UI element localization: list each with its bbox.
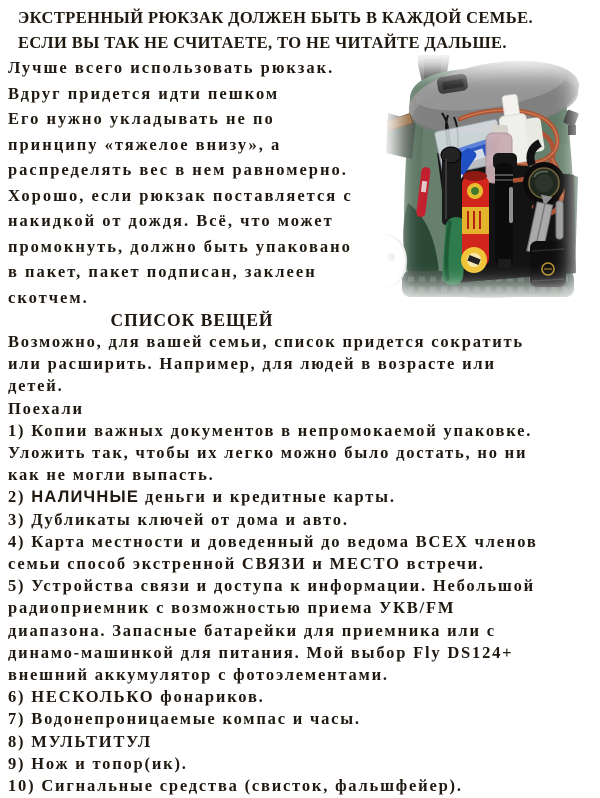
- list-item: [8, 486, 592, 508]
- text-run: Уложить так, чтобы их легко можно было достать, но ни: [8, 443, 528, 463]
- text-run: 5) Устройства связи и доступа к информации. Небольшой: [8, 576, 535, 596]
- text-run: 7) Водонепроницаемые компас и часы.: [8, 709, 361, 729]
- list-item: [8, 420, 592, 487]
- text-run: детей.: [8, 376, 64, 396]
- list-heading: СПИСОК ВЕЩЕЙ: [110, 310, 274, 330]
- text-run: Вдруг придется идти пешком: [8, 83, 280, 103]
- list-item: [8, 575, 592, 686]
- list-lead: Поехали: [8, 398, 84, 418]
- list-item: [8, 753, 592, 775]
- text-run: 3) Дубликаты ключей от дома и авто.: [8, 509, 349, 529]
- text-run: 4) Карта местности и доведенный до ведома ВСЕХ членов: [8, 531, 538, 551]
- text-run: динамо-машинкой для питания. Мой выбор Fly DS124+: [8, 642, 514, 662]
- left-strap: [386, 113, 416, 159]
- text-run: 2): [8, 487, 32, 507]
- backpack-photo: [382, 55, 592, 305]
- text-run: распределять вес в нем равномерно.: [8, 160, 348, 179]
- page-title: [18, 5, 592, 55]
- items-list: [8, 420, 592, 797]
- text-run: семьи способ экстренной СВЯЗИ и МЕСТО встречи.: [8, 554, 485, 574]
- text-run: 9) Нож и топор(ик).: [8, 753, 188, 773]
- list-item: [8, 509, 592, 531]
- text-run: скотчем.: [8, 287, 89, 307]
- backpack-photo-svg: [382, 55, 592, 305]
- silver-rod-tool: [556, 201, 563, 239]
- text-run: Его нужно укладывать не по: [8, 109, 275, 128]
- text-run: Возможно, для вашей семьи, список придется сократить: [8, 332, 524, 351]
- list-item: [8, 708, 592, 730]
- text-run: в пакет, пакет подписан, заклеен: [8, 262, 317, 281]
- text-run: диапазона. Запасные батарейки для приемника или с: [8, 620, 496, 640]
- title-line-2: ЕСЛИ ВЫ ТАК НЕ СЧИТАЕТЕ, ТО НЕ ЧИТАЙТЕ ДАЛЬШЕ.: [18, 33, 507, 52]
- text-run: Хорошо, если рюкзак поставляется с: [8, 185, 353, 205]
- text-run: промокнуть, должно быть упаковано: [8, 236, 352, 256]
- text-run: как не могли выпасть.: [8, 465, 215, 485]
- list-item: [8, 686, 592, 708]
- list-preface: [8, 331, 592, 398]
- text-run: радиоприемник с возможностью приема УКВ/FM: [8, 598, 456, 618]
- list-item: [8, 731, 592, 753]
- text-run: НАЛИЧНЫЕ: [31, 488, 140, 507]
- text-run: 6) НЕСКОЛЬКО фонариков.: [8, 687, 265, 707]
- list-item: [8, 775, 592, 797]
- list-item: [8, 531, 592, 575]
- article-page: [0, 5, 600, 798]
- text-run: Лучше всего использовать рюкзак.: [8, 58, 335, 77]
- text-run: или расширить. Например, для людей в возрасте или: [8, 354, 496, 374]
- text-run: принципу «тяжелое внизу», а: [8, 134, 282, 154]
- text-run: 10) Сигнальные средства (свисток, фальшфейер).: [8, 776, 463, 796]
- text-run: внешний аккумулятор с фотоэлементами.: [8, 665, 389, 685]
- text-run: 1) Копии важных документов в непромокаемой упаковке.: [8, 420, 533, 440]
- title-line-1: ЭКСТРЕННЫЙ РЮКЗАК ДОЛЖЕН БЫТЬ В КАЖДОЙ СЕМЬЕ.: [18, 8, 534, 27]
- text-run: деньги и кредитные карты.: [139, 487, 396, 507]
- red-spray-can: [461, 171, 489, 273]
- text-run: 8) МУЛЬТИТУЛ: [8, 731, 153, 751]
- text-run: накидкой от дождя. Всё, что может: [8, 211, 334, 230]
- black-pouch: [530, 241, 566, 287]
